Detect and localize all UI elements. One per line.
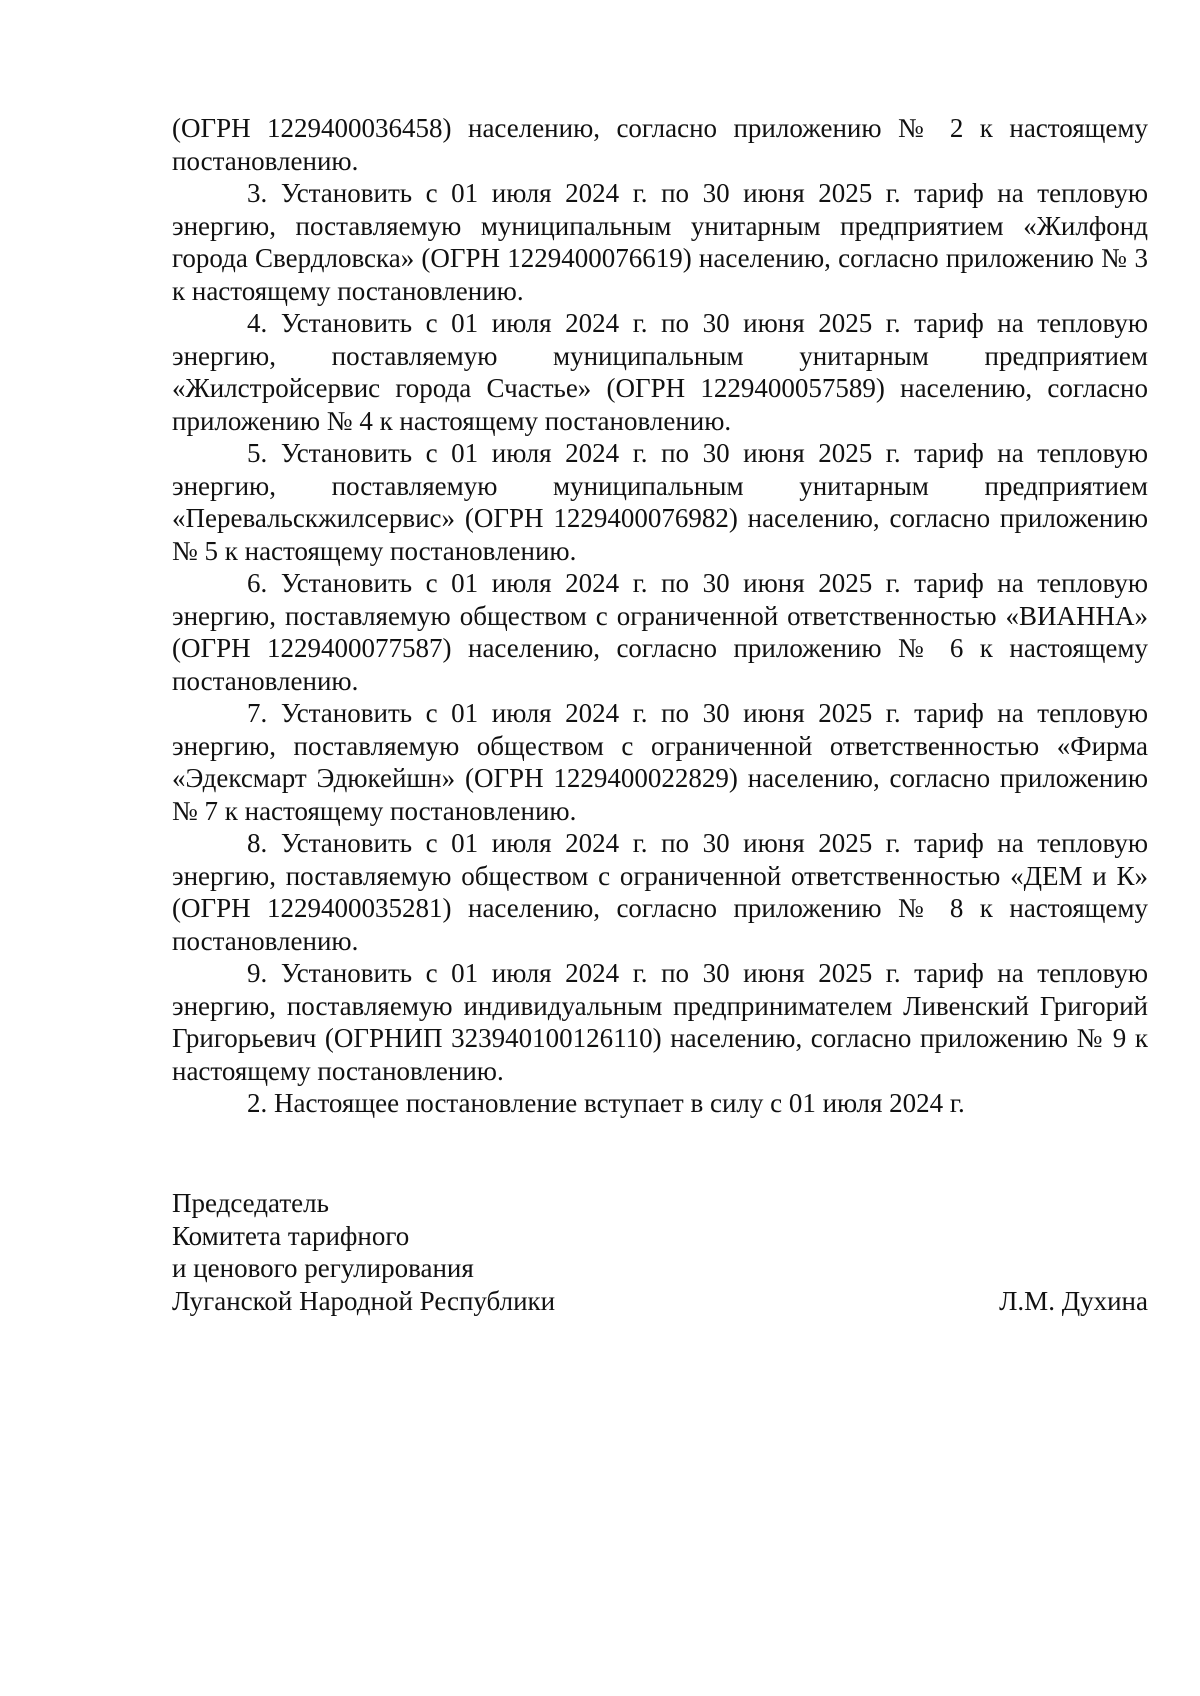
signatory-row [172, 1285, 1148, 1318]
signatory-title: Председатель [172, 1188, 329, 1218]
paragraph-item-4: 4. Установить с 01 июля 2024 г. по 30 июня 2025 г. тариф на тепловую энергию, поставляемую муниципальным унитарным предприятием «Жилстройсервис города Счастье» (ОГРН 1229400057589) населению, согласно приложению № 4 к настоящему постановлению. [172, 308, 1148, 436]
signatory-committee-cont: и ценового регулирования [172, 1253, 474, 1283]
signature-block [172, 1187, 1148, 1317]
signatory-name: Л.М. Духина [999, 1285, 1148, 1316]
paragraph-item-3: 3. Установить с 01 июля 2024 г. по 30 июня 2025 г. тариф на тепловую энергию, поставляемую муниципальным унитарным предприятием «Жилфонд города Свердловска» (ОГРН 1229400076619) населению, согласно приложению № 3 к настоящему постановлению. [172, 178, 1148, 306]
document-body [172, 112, 1148, 1120]
paragraph-item-6: 6. Установить с 01 июля 2024 г. по 30 июня 2025 г. тариф на тепловую энергию, поставляемую обществом с ограниченной ответственностью «ВИАННА» (ОГРН 1229400077587) населению, согласно приложению № 6 к настоящему постановлению. [172, 568, 1148, 696]
paragraph-item-9: 9. Установить с 01 июля 2024 г. по 30 июня 2025 г. тариф на тепловую энергию, поставляемую индивидуальным предпринимателем Ливенский Григорий Григорьевич (ОГРНИП 323940100126110) населению, согласно приложению № 9 к настоящему постановлению. [172, 958, 1148, 1086]
paragraph-item-8: 8. Установить с 01 июля 2024 г. по 30 июня 2025 г. тариф на тепловую энергию, поставляемую обществом с ограниченной ответственностью «ДЕМ и К» (ОГРН 1229400035281) населению, согласно приложению № 8 к настоящему постановлению. [172, 828, 1148, 956]
paragraph-effective-date: 2. Настоящее постановление вступает в силу с 01 июля 2024 г. [247, 1088, 965, 1118]
paragraph-item-5: 5. Установить с 01 июля 2024 г. по 30 июня 2025 г. тариф на тепловую энергию, поставляемую муниципальным унитарным предприятием «Перевальскжилсервис» (ОГРН 1229400076982) населению, согласно приложению № 5 к настоящему постановлению. [172, 438, 1148, 566]
paragraph-item-7: 7. Установить с 01 июля 2024 г. по 30 июня 2025 г. тариф на тепловую энергию, поставляемую обществом с ограниченной ответственностью «Фирма «Эдексмарт Эдюкейшн» (ОГРН 1229400022829) населению, согласно приложению № 7 к настоящему постановлению. [172, 698, 1148, 826]
signatory-republic: Луганской Народной Республики [172, 1285, 556, 1316]
paragraph-continuation: (ОГРН 1229400036458) населению, согласно приложению № 2 к настоящему постановлению. [172, 113, 1148, 176]
signatory-committee: Комитета тарифного [172, 1220, 410, 1251]
